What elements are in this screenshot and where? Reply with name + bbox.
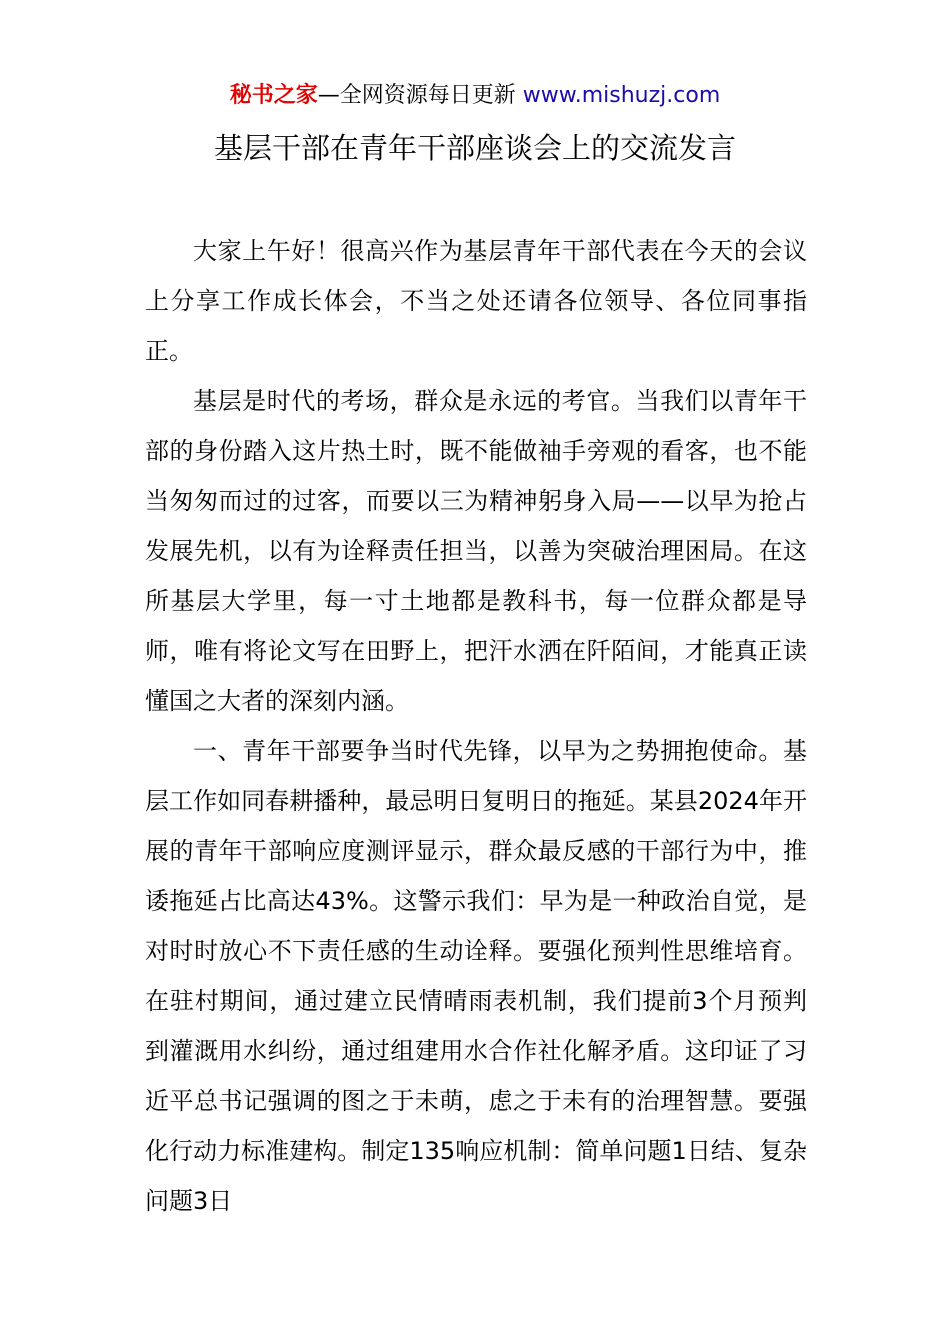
document-title: 基层干部在青年干部座谈会上的交流发言 xyxy=(213,131,736,165)
brand-name: 秘书之家 xyxy=(229,83,318,108)
paragraph: 一、青年干部要争当时代先锋，以早为之势拥抱使命。基层工作如同春耕播种，最忌明日复明日的拖延。某县2024年开展的青年干部响应度测评显示，群众最反感的干部行为中，推诿拖延占比高达43%。这警示我们：早为是一种政治自觉，是对时时放心不下责任感的生动诠释。要强化预判性思维培育。在驻村期间，通过建立民情晴雨表机制，我们提前3个月预判到灌溉用水纠纷，通过组建用水合作社化解矛盾。这印证了习近平总书记强调的图之于未萌，虑之于未有的治理智慧。要强化行动力标准建构。制定135响应机制：简单问题1日结、复杂问题3日 xyxy=(145,737,807,1215)
site-header xyxy=(0,80,950,112)
paragraph: 大家上午好！很高兴作为基层青年干部代表在今天的会议上分享工作成长体会，不当之处还请各位领导、各位同事指正。 xyxy=(145,237,807,365)
header-tagline: —全网资源每日更新 xyxy=(317,83,523,108)
paragraph: 基层是时代的考场，群众是永远的考官。当我们以青年干部的身份踏入这片热土时，既不能做袖手旁观的看客，也不能当匆匆而过的过客，而要以三为精神躬身入局——以早为抢占发展先机，以有为诠释责任担当，以善为突破治理困局。在这所基层大学里，每一寸土地都是教科书，每一位群众都是导师，唯有将论文写在田野上，把汗水洒在阡陌间，才能真正读懂国之大者的深刻内涵。 xyxy=(145,387,807,715)
document-body xyxy=(145,226,807,1226)
site-url-link[interactable]: www.mishuzj.com xyxy=(522,83,721,108)
